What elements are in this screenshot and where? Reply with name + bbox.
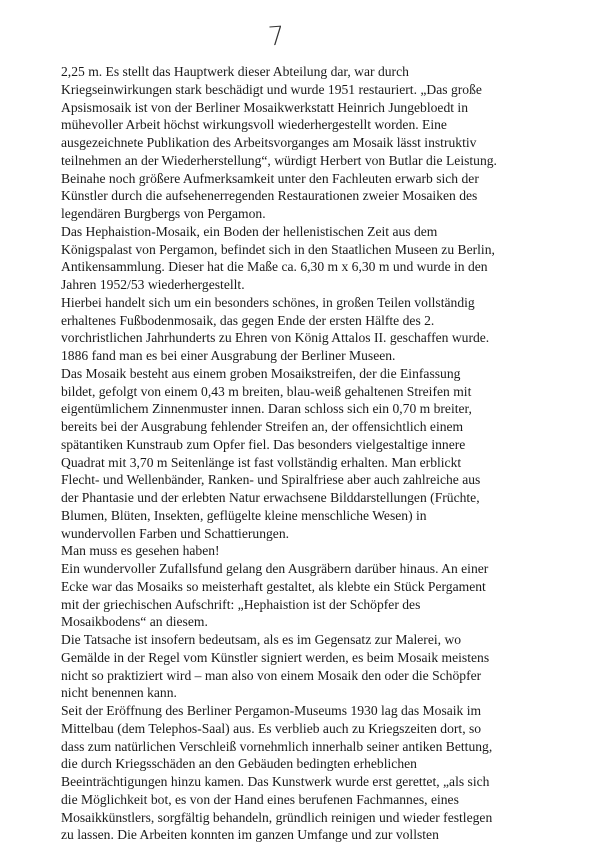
text-line: die durch Kriegsschäden an den Gebäuden bedingten erheblichen: [61, 756, 417, 772]
text-line: Apsismosaik ist von der Berliner Mosaikwerkstatt Heinrich Jungebloedt in: [61, 99, 468, 115]
text-line: zu lassen. Die Arbeiten konnten im ganzen Umfange und zur vollsten: [61, 827, 439, 843]
text-line: die Möglichkeit bot, es von der Hand eines berufenen Fachmannes, eines: [61, 791, 459, 807]
text-line: mühevoller Arbeit höchst wirkungsvoll wiederhergestellt worden. Eine: [61, 117, 447, 133]
text-line: Jahren 1952/53 wiederhergestellt.: [61, 277, 245, 292]
text-line: Ein wundervoller Zufallsfund gelang den Ausgräbern darüber hinaus. An einer: [61, 561, 489, 576]
text-line: der Phantasie und der erlebten Natur erwachsene Bilddarstellungen (Früchte,: [61, 490, 480, 505]
text-line: Die Tatsache ist insofern bedeutsam, als es im Gegensatz zur Malerei, wo: [61, 632, 462, 647]
text-line: wundervollen Farben und Schattierungen.: [61, 525, 290, 541]
text-line: Kriegseinwirkungen stark beschädigt und wurde 1951 restauriert. „Das große: [61, 81, 482, 97]
handwritten-page-number: 7: [266, 21, 286, 53]
text-line: dass zum natürlichen Verschleiß vornehmlich innerhalb seiner antiken Bettung,: [61, 738, 493, 754]
text-line: 1886 fand man es bei einer Ausgrabung der Berliner Museen.: [61, 348, 396, 363]
text-line: Quadrat mit 3,70 m Seitenlänge ist fast vollständig erhalten. Man erblickt: [61, 454, 462, 470]
text-line: vorchristlichen Jahrhunderts zu Ehren von König Attalos II. geschaffen wurde.: [61, 330, 490, 346]
text-line: Seit der Eröffnung des Berliner Pergamon-Museums 1930 lag das Mosaik im: [61, 703, 482, 718]
text-line: eigentümlichem Zinnenmuster innen. Daran schloss sich ein 0,70 m breiter,: [61, 401, 472, 417]
text-line: bildet, gefolgt von einem 0,43 m breiten, blau-weiß gehaltenen Streifen mit: [61, 383, 472, 399]
text-line: Mosaikkünstlers, sorgfältig behandeln, gründlich reinigen und wieder festlegen: [61, 809, 493, 825]
text-line: nicht so praktiziert wird – man also von einem Mosaik den oder die Schöpfer: [61, 667, 482, 683]
text-line: Künstler durch die aufsehenerregenden Restaurationen zweier Mosaiken des: [61, 188, 478, 204]
text-line: 2,25 m. Es stellt das Hauptwerk dieser Abteilung dar, war durch: [61, 64, 409, 79]
text-line: Antikensammlung. Dieser hat die Maße ca. 6,30 m x 6,30 m und wurde in den: [61, 259, 488, 275]
text-line: Gemälde in der Regel vom Künstler signiert werden, es beim Mosaik meistens: [61, 649, 490, 665]
text-line: mit der griechischen Aufschrift: „Hephaistion ist der Schöpfer des: [61, 596, 421, 612]
text-line: Königspalast von Pergamon, befindet sich in den Staatlichen Museen zu Berlin,: [61, 241, 495, 257]
text-line: Ecke war das Mosaiks so meisterhaft gestaltet, als klebte ein Stück Pergament: [61, 578, 486, 594]
text-line: Flecht- und Wellenbänder, Ranken- und Spiralfriese aber auch zahlreiche aus: [61, 472, 481, 488]
text-line: teilnehmen an der Wiederherstellung“, würdigt Herbert von Butlar die Leistung.: [61, 152, 497, 168]
body-text: [61, 63, 541, 844]
text-line: Mosaikbodens“ an diesem.: [61, 614, 208, 630]
text-line: ausgezeichnete Publikation des Arbeitsvorganges am Mosaik lässt instruktiv: [61, 135, 477, 150]
text-line: Das Mosaik besteht aus einem groben Mosaikstreifen, der die Einfassung: [61, 365, 461, 381]
text-line: Hierbei handelt sich um ein besonders schönes, in großen Teilen vollständig: [61, 294, 475, 310]
text-line: nicht benennen kann.: [61, 685, 177, 701]
text-line: Mittelbau (dem Telephos-Saal) aus. Es verblieb auch zu Kriegszeiten dort, so: [61, 720, 482, 736]
text-line: spätantiken Kunstraub zum Opfer fiel. Das besonders vielgestaltige innere: [61, 436, 466, 452]
text-line: bereits bei der Ausgrabung fehlender Streifen an, der offensichtlich einem: [61, 419, 464, 434]
text-line: erhaltenes Fußbodenmosaik, das gegen Ende der ersten Hälfte des 2.: [61, 312, 435, 328]
text-line: Beeinträchtigungen hinzu kamen. Das Kunstwerk wurde erst gerettet, „als sich: [61, 774, 490, 789]
text-line: Beinahe noch größere Aufmerksamkeit unter den Fachleuten erwarb sich der: [61, 170, 479, 186]
text-line: Das Hephaistion-Mosaik, ein Boden der hellenistischen Zeit aus dem: [61, 223, 438, 239]
text-line: Man muss es gesehen haben!: [61, 543, 220, 559]
text-line: Blumen, Blüten, Insekten, geflügelte kleine menschliche Wesen) in: [61, 507, 427, 523]
text-line: legendären Burgbergs von Pergamon.: [61, 206, 266, 221]
